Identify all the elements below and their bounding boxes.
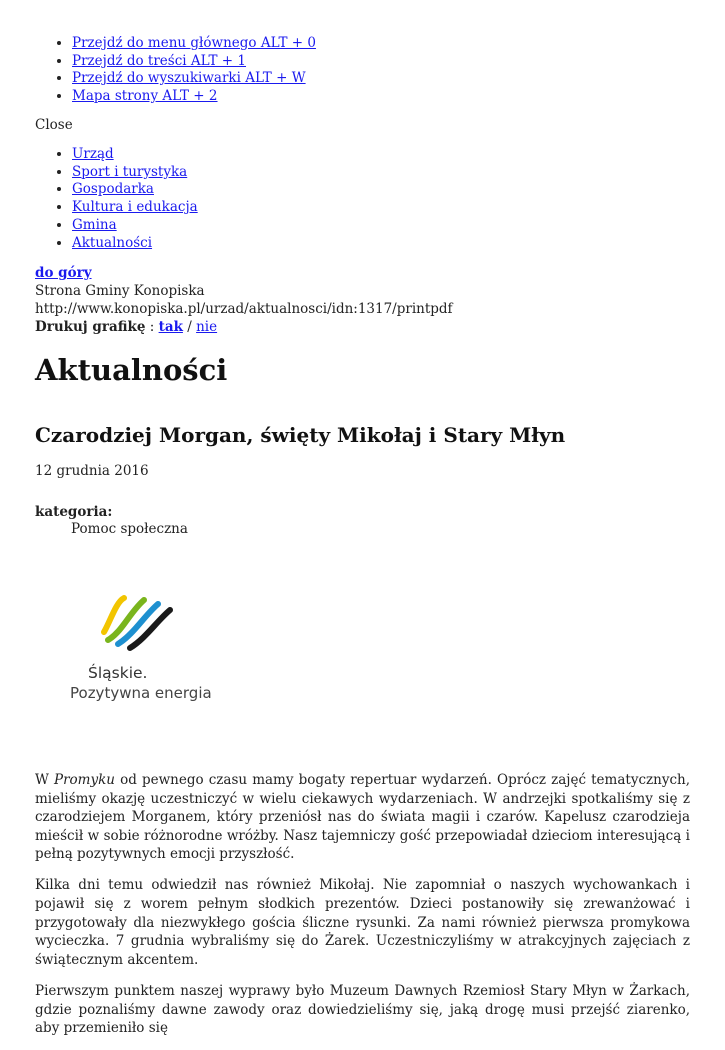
paragraph: W Promyku od pewnego czasu mamy bogaty repertuar wydarzeń. Oprócz zajęć tematycznych, mieliśmy okazję uczestniczyć w wielu ciekawych wydarzeniach. W andrzejki spotkaliśmy się z czarodziejem Morganem, który przeniósł nas do świata magii i czarów. Kapelusz czarodzieja mieścił w sobie różnorodne wróżby. Nasz tajemniczy gość przepowiadał dzieciom interesującą i pełną pozytywnych emocji przyszłość.	[35, 772, 690, 863]
site-name: Strona Gminy Konopiska	[35, 283, 205, 299]
print-meta	[35, 264, 453, 336]
main-nav	[0, 146, 198, 252]
sitemap-link[interactable]: Mapa strony ALT + 2	[72, 88, 218, 105]
article-date: 12 grudnia 2016	[35, 463, 149, 479]
skip-links-list	[0, 35, 316, 106]
nav-link-aktualnosci[interactable]: Aktualności	[72, 234, 153, 251]
page-url: http://www.konopiska.pl/urzad/aktualnosci/idn:1317/printpdf	[35, 301, 453, 317]
category-label: kategoria:	[35, 504, 113, 520]
skip-to-search-link[interactable]: Przejdź do wyszukiwarki ALT + W	[72, 70, 306, 87]
section-title: Aktualności	[35, 353, 228, 387]
skip-link-item	[72, 35, 316, 53]
category-value: Pomoc społeczna	[71, 521, 188, 537]
nav-link-gospodarka[interactable]: Gospodarka	[72, 181, 154, 198]
nav-link-gmina[interactable]: Gmina	[72, 216, 117, 233]
skip-link-item	[72, 88, 316, 106]
skip-to-content-link[interactable]: Przejdź do treści ALT + 1	[72, 52, 246, 69]
article-title: Czarodziej Morgan, święty Mikołaj i Stary Młyn	[35, 423, 566, 447]
paragraph: Pierwszym punktem naszej wyprawy było Muzeum Dawnych Rzemiosł Stary Młyn w Żarkach, gdzie poznaliśmy dawne zawody oraz dowiedzieliśmy się, jaką drogę musi przejść ziarenko, aby przemieniło się	[35, 982, 690, 1037]
logo-text-slogan: Pozytywna energia	[70, 684, 212, 702]
print-graphics-no-link[interactable]: nie	[196, 319, 218, 335]
close-button[interactable]: Close	[35, 117, 73, 133]
nav-link-urzad[interactable]: Urząd	[72, 146, 114, 162]
print-graphics-yes-link[interactable]: tak	[158, 319, 183, 335]
paragraph: Kilka dni temu odwiedził nas również Mikołaj. Nie zapomniał o naszych wychowankach i pojawił się z worem pełnym słodkich prezentów. Dzieci postanowiły się zrewanżować i przygotowały dla niezwykłego gościa śliczne rysunki. Za nami również pierwsza promykowa wycieczka. 7 grudnia wybraliśmy się do Żarek. Uczestniczyliśmy w atrakcyjnych zajęciach z świątecznym akcentem.	[35, 877, 690, 968]
skip-to-menu-link[interactable]: Przejdź do menu głównego ALT + 0	[72, 35, 316, 51]
article-body	[35, 771, 690, 1050]
skip-link-item	[72, 70, 316, 88]
print-graphics-label: Drukuj grafikę	[35, 319, 146, 335]
nav-item	[72, 235, 198, 253]
skip-link-item	[72, 53, 316, 71]
nav-item	[72, 199, 198, 217]
logo-text-slaskie: Śląskie.	[88, 664, 148, 682]
nav-item	[72, 164, 198, 182]
nav-link-sport[interactable]: Sport i turystyka	[72, 163, 188, 180]
nav-item	[72, 181, 198, 199]
nav-item	[72, 146, 198, 164]
back-to-top-link[interactable]: do góry	[35, 265, 92, 281]
nav-link-kultura[interactable]: Kultura i edukacja	[72, 199, 198, 216]
print-graphics-row: Drukuj grafikę : tak / nie	[35, 319, 218, 335]
nav-item	[72, 217, 198, 235]
